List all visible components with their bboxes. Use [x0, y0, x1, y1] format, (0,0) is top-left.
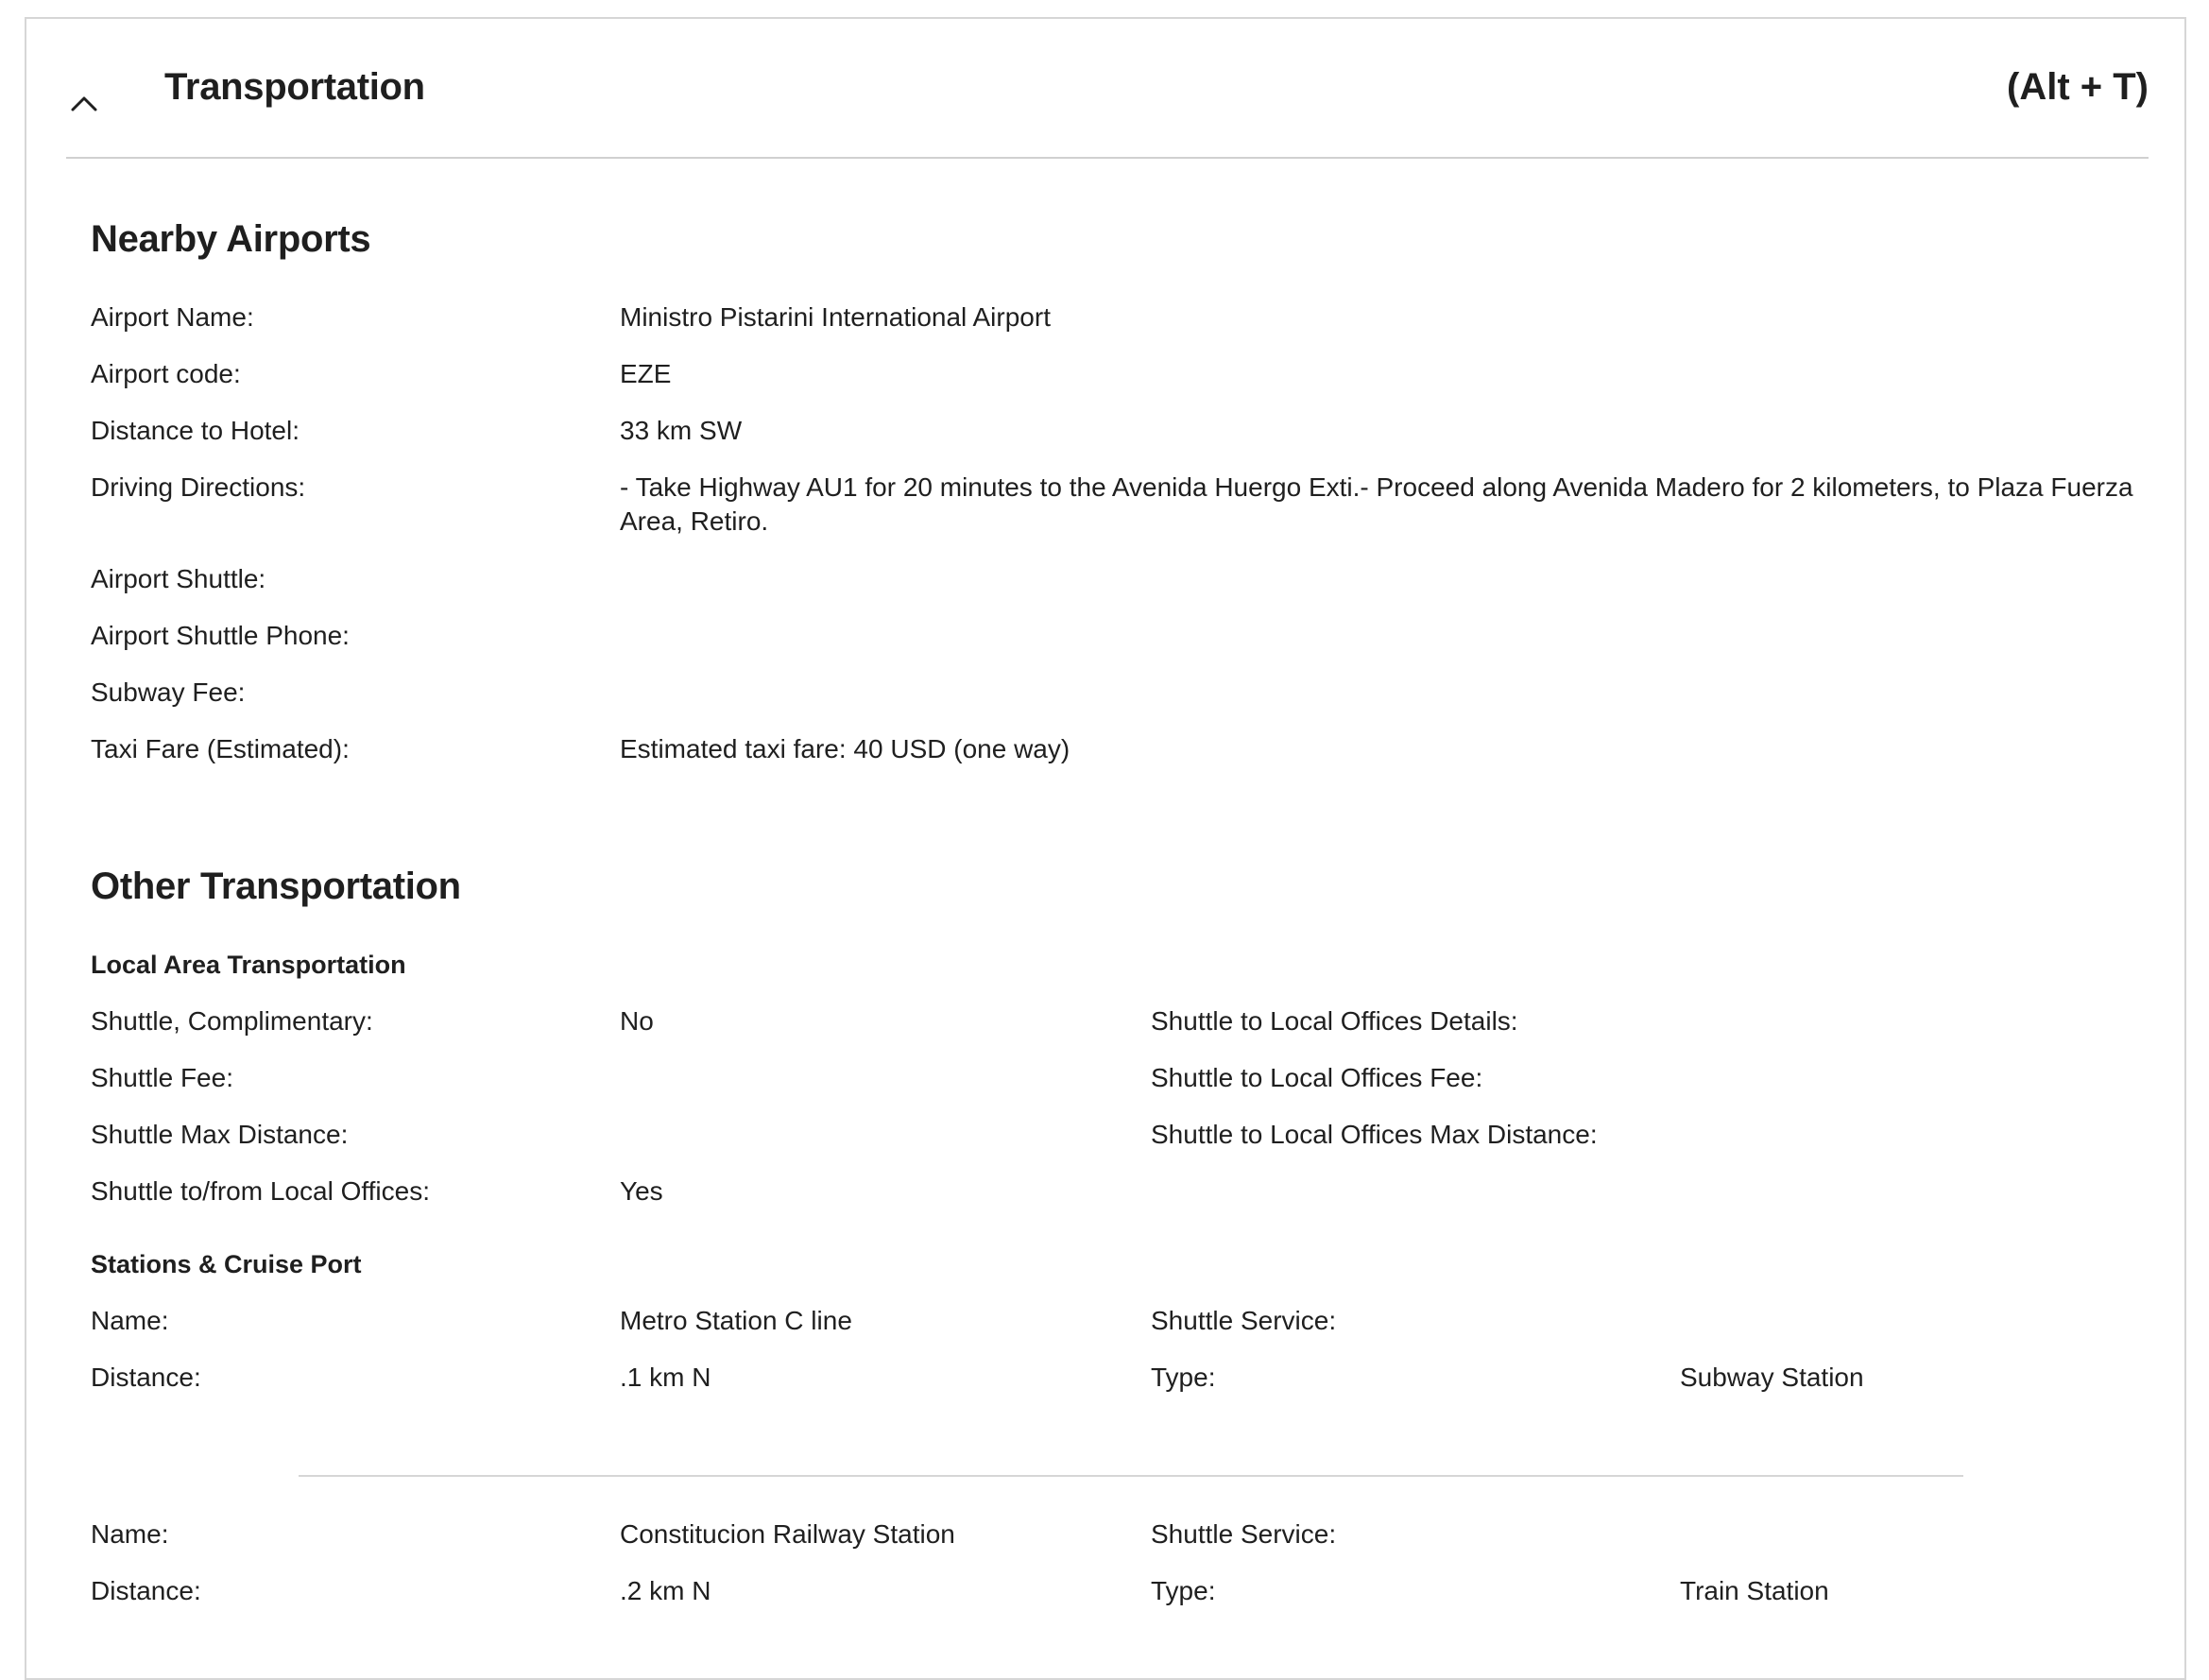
field-label: Subway Fee:	[91, 677, 246, 707]
field-label: Shuttle, Complimentary:	[91, 1006, 373, 1036]
section-title[interactable]: Transportation	[164, 66, 425, 108]
airport-code-value: EZE	[620, 359, 672, 388]
station-type-value: Train Station	[1680, 1576, 1829, 1605]
nearby-airports-heading: Nearby Airports	[91, 218, 371, 260]
driving-directions-value: - Take Highway AU1 for 20 minutes to the Avenida Huergo Exti.- Proceed along Avenida Madero for 2 kilometers, to Plaza Fuerza Area, Retiro.	[620, 472, 2133, 536]
stations-heading: Stations & Cruise Port	[91, 1250, 362, 1278]
field-label: Shuttle Service:	[1151, 1306, 1337, 1335]
distance-to-hotel-value: 33 km SW	[620, 416, 743, 445]
station-distance-value: .2 km N	[620, 1576, 711, 1605]
field-label: Shuttle to Local Offices Details:	[1151, 1006, 1518, 1036]
field-label: Type:	[1151, 1363, 1216, 1392]
field-label: Shuttle Fee:	[91, 1063, 233, 1092]
station-type-value: Subway Station	[1680, 1363, 1864, 1392]
field-label: Shuttle to Local Offices Max Distance:	[1151, 1120, 1598, 1149]
field-label: Airport Shuttle:	[91, 564, 266, 593]
shuttle-complimentary-value: No	[620, 1006, 654, 1036]
field-label: Distance:	[91, 1363, 201, 1392]
field-label: Airport Shuttle Phone:	[91, 621, 350, 650]
field-label: Name:	[91, 1306, 169, 1335]
taxi-fare-value: Estimated taxi fare: 40 USD (one way)	[620, 734, 1070, 763]
station-name-value: Metro Station C line	[620, 1306, 852, 1335]
field-label: Shuttle to Local Offices Fee:	[1151, 1063, 1483, 1092]
keyboard-shortcut: (Alt + T)	[2007, 66, 2149, 108]
field-label: Name:	[91, 1519, 169, 1549]
field-label: Driving Directions:	[91, 472, 306, 502]
field-label: Taxi Fare (Estimated):	[91, 734, 350, 763]
field-label: Distance:	[91, 1576, 201, 1605]
local-area-heading: Local Area Transportation	[91, 951, 406, 979]
field-label: Type:	[1151, 1576, 1216, 1605]
section-header[interactable]	[66, 19, 2149, 159]
station-name-value: Constitucion Railway Station	[620, 1519, 955, 1549]
field-label: Shuttle Service:	[1151, 1519, 1337, 1549]
shuttle-local-offices-value: Yes	[620, 1176, 663, 1206]
station-divider	[299, 1475, 1963, 1477]
field-label: Shuttle Max Distance:	[91, 1120, 349, 1149]
station-distance-value: .1 km N	[620, 1363, 711, 1392]
field-label: Distance to Hotel:	[91, 416, 300, 445]
other-transportation-heading: Other Transportation	[91, 866, 461, 907]
field-label: Airport Name:	[91, 302, 254, 332]
chevron-up-icon[interactable]	[70, 91, 98, 119]
airport-name-value: Ministro Pistarini International Airport	[620, 302, 1051, 332]
field-label: Shuttle to/from Local Offices:	[91, 1176, 430, 1206]
transportation-panel	[25, 17, 2186, 1680]
field-label: Airport code:	[91, 359, 241, 388]
